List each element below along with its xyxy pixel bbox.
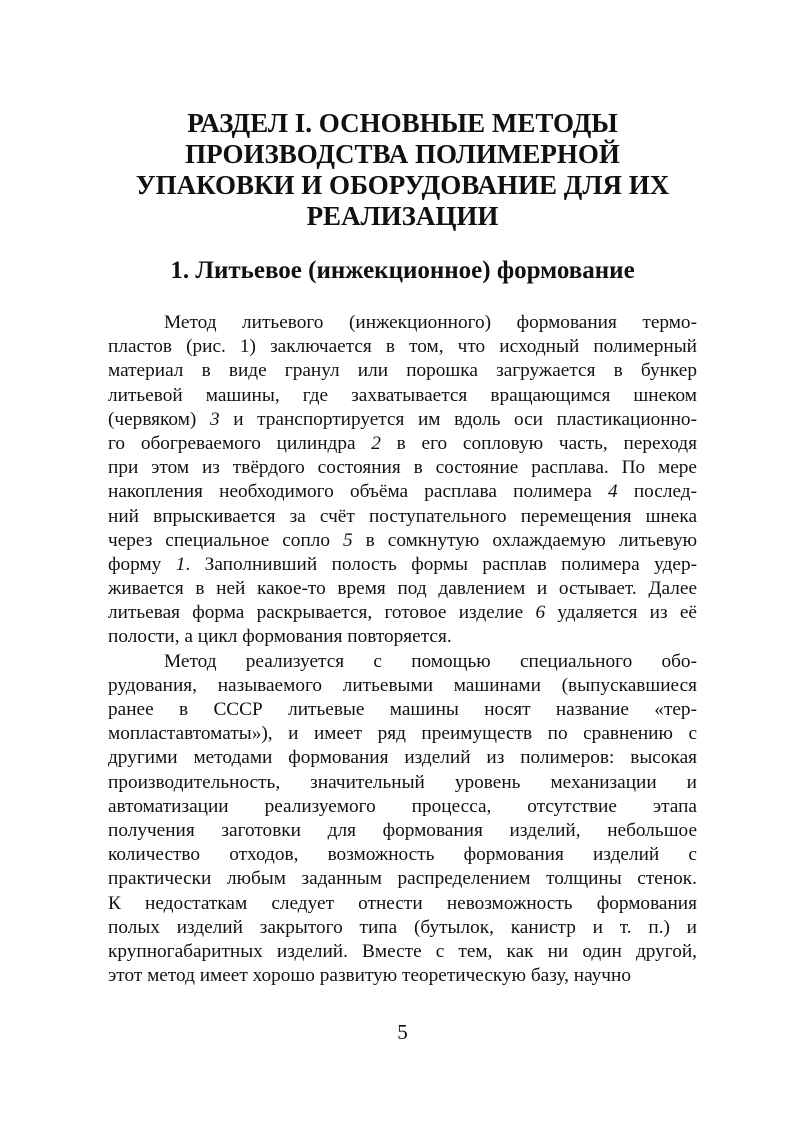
text-line	[108, 819, 697, 843]
text-line	[108, 529, 697, 553]
text-run: рудования, называемого литьевыми машинами (выпускавшиеся	[108, 674, 697, 696]
text-run: и транспортируется им вдоль оси пластикационно-	[219, 408, 697, 430]
section-title-line: ПРОИЗВОДСТВА ПОЛИМЕРНОЙ	[185, 139, 620, 169]
text-run: при этом из твёрдого состояния в состояние расплава. По мере	[108, 457, 697, 479]
text-run: пластов (рис. 1) заключается в том, что исходный полимерный	[108, 336, 697, 358]
text-run: накопления необходимого объёма расплава полимера	[108, 481, 608, 503]
text-line	[108, 456, 697, 480]
paragraph	[108, 650, 697, 989]
paragraph	[108, 311, 697, 650]
text-line	[108, 650, 697, 674]
text-run: производительность, значительный уровень механизации и	[108, 771, 697, 793]
text-run: полости, а цикл формования повторяется.	[108, 626, 452, 648]
text-line	[108, 964, 697, 988]
text-run: . Заполнивший полость формы расплав полимера удер-	[185, 553, 697, 575]
text-run: в сомкнутую охлаждаемую литьевую	[352, 529, 697, 551]
text-line	[108, 843, 697, 867]
body-text	[108, 311, 697, 988]
text-run: материал в виде гранул или порошка загружается в бункер	[108, 360, 697, 382]
section-title	[90, 108, 715, 232]
text-run: крупногабаритных изделий. Вместе с тем, как ни один другой,	[108, 940, 697, 962]
section-title-line: УПАКОВКИ И ОБОРУДОВАНИЕ ДЛЯ ИХ	[135, 170, 670, 200]
text-run: литьевой машины, где захватывается вращающимся шнеком	[108, 384, 697, 406]
section-title-line: РАЗДЕЛ I. ОСНОВНЫЕ МЕТОДЫ	[187, 108, 618, 138]
text-line	[108, 432, 697, 456]
page-number: 5	[397, 1020, 408, 1044]
text-run: получения заготовки для формования изделий, небольшое	[108, 819, 697, 841]
text-line	[108, 408, 697, 432]
text-line	[108, 795, 697, 819]
text-line	[108, 698, 697, 722]
figure-ref: 4	[607, 481, 618, 503]
text-line	[108, 505, 697, 529]
text-run: послед-	[617, 481, 697, 503]
text-run: Метод реализуется с помощью специального обо-	[164, 650, 697, 672]
text-run: литьевая форма раскрывается, готовое изделие	[108, 602, 536, 624]
text-line	[108, 311, 697, 335]
text-line	[108, 384, 697, 408]
text-run: ний впрыскивается за счёт поступательного перемещения шнека	[108, 505, 697, 527]
figure-ref: 6	[535, 602, 546, 624]
text-line	[108, 480, 697, 504]
text-run: в его сопловую часть, переходя	[380, 432, 697, 454]
text-run: Метод литьевого (инжекционного) формования термо-	[164, 312, 697, 333]
text-line	[108, 892, 697, 916]
text-line	[108, 722, 697, 746]
text-line	[108, 940, 697, 964]
text-line	[108, 577, 697, 601]
text-line	[108, 916, 697, 940]
figure-ref: 3	[209, 408, 220, 430]
text-run: форму	[108, 553, 176, 575]
text-run: этот метод имеет хорошо развитую теоретическую базу, научно	[108, 965, 631, 987]
text-run: количество отходов, возможность формования изделий с	[108, 844, 697, 866]
text-line	[108, 625, 697, 649]
figure-ref: 2	[371, 432, 381, 454]
text-run: другими методами формования изделий из полимеров: высокая	[108, 747, 697, 769]
text-line	[108, 553, 697, 577]
text-run: го обогреваемого цилиндра	[108, 432, 372, 454]
text-run: автоматизации реализуемого процесса, отсутствие этапа	[108, 795, 697, 817]
figure-ref: 1	[175, 553, 186, 575]
chapter-title: 1. Литьевое (инжекционное) формование	[170, 257, 635, 284]
text-run: (червяком)	[108, 408, 210, 430]
text-line	[108, 867, 697, 891]
text-line	[108, 601, 697, 625]
text-line	[108, 674, 697, 698]
figure-ref: 5	[343, 529, 353, 551]
text-run: практически любым заданным распределением толщины стенок.	[108, 868, 697, 890]
text-run: живается в ней какое-то время под давлением и остывает. Далее	[108, 578, 697, 600]
text-run: через специальное сопло	[108, 529, 344, 551]
text-line	[108, 335, 697, 359]
section-title-line: РЕАЛИЗАЦИИ	[306, 201, 499, 231]
text-run: удаляется из её	[545, 602, 697, 624]
text-run: мопластавтоматы»), и имеет ряд преимуществ по сравнению с	[108, 723, 697, 745]
text-run: К недостаткам следует отнести невозможность формования	[108, 892, 697, 914]
text-line	[108, 359, 697, 383]
text-line	[108, 771, 697, 795]
text-run: ранее в СССР литьевые машины носят название «тер-	[108, 699, 697, 720]
text-run: полых изделий закрытого типа (бутылок, канистр и т. п.) и	[108, 916, 697, 938]
text-line	[108, 746, 697, 770]
